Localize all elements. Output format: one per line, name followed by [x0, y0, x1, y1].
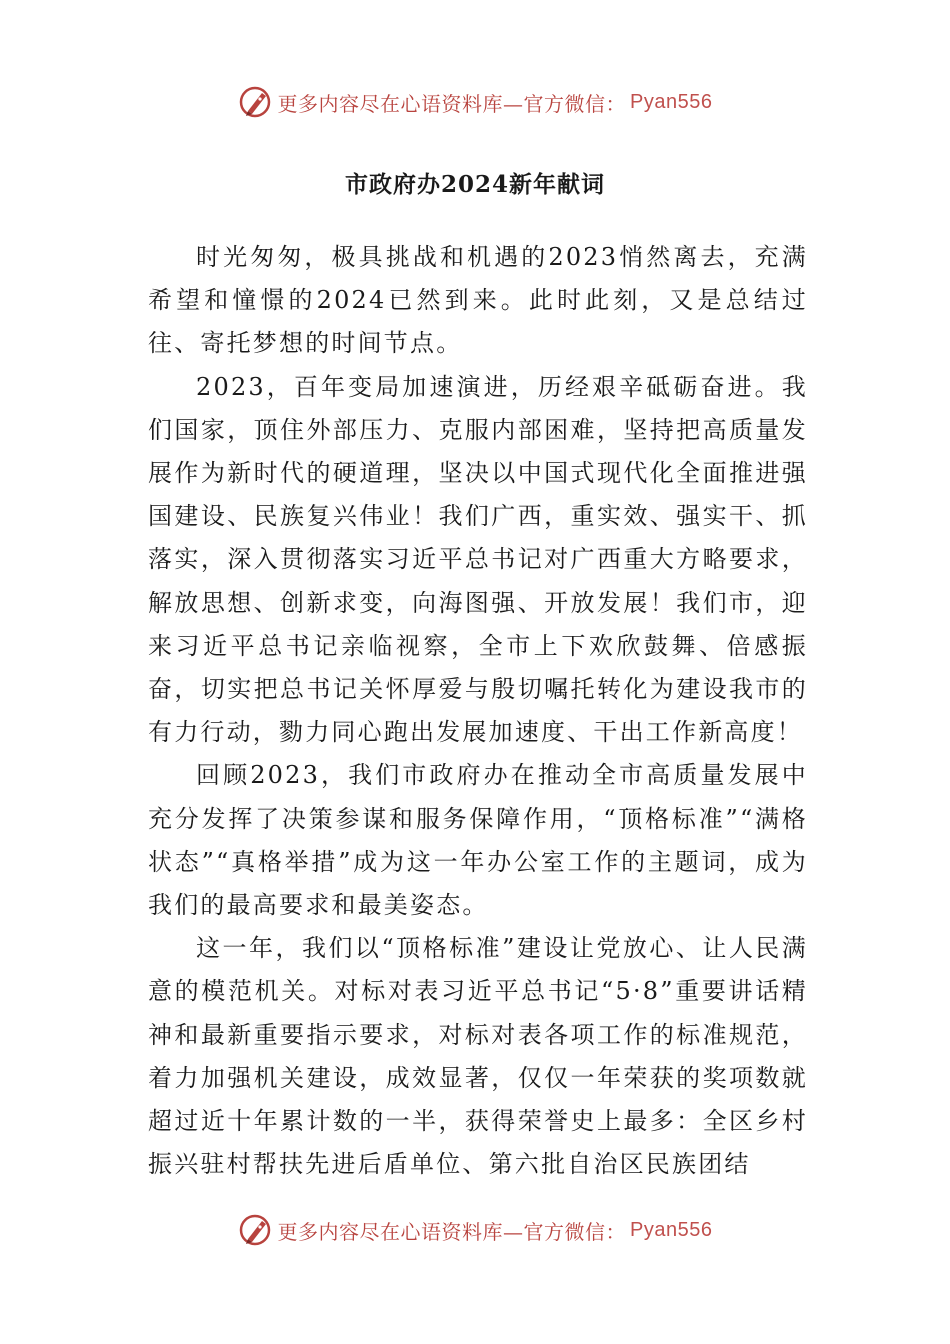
paragraph: 回顾2023，我们市政府办在推动全市高质量发展中充分发挥了决策参谋和服务保障作用，“顶格标准”“满格状态”“真格举措”成为这一年办公室工作的主题词，成为我们的最高要求和最美姿态。 [148, 761, 808, 920]
paragraph: 2023，百年变局加速演进，历经艰辛砥砺奋进。我们国家，顶住外部压力、克服内部困难，坚持把高质量发展作为新时代的硬道理，坚决以中国式现代化全面推进强国建设、民族复兴伟业！我们广西，重实效、强实干、抓落实，深入贯彻落实习近平总书记对广西重大方略要求，解放思想、创新求变，向海图强、开放发展！我们市，迎来习近平总书记亲临视察，全市上下欢欣鼓舞、倍感振奋，切实把总书记关怀厚爱与殷切嘱托转化为建设我市的有力行动，勠力同心跑出发展加速度、干出工作新高度！ [148, 372, 808, 747]
footer-banner-text: 更多内容尽在心语资料库—官方微信： [277, 1219, 627, 1244]
footer-banner [0, 1210, 950, 1250]
document-title: 市政府办2024新年献词 [344, 171, 605, 198]
header-banner-handle: Pyan556 [630, 90, 713, 113]
footer-banner-handle: Pyan556 [630, 1218, 713, 1241]
pen-nib-icon [238, 1212, 274, 1248]
document-body [148, 236, 808, 1186]
paragraph: 时光匆匆，极具挑战和机遇的2023悄然离去，充满希望和憧憬的2024已然到来。此时此刻，又是总结过往、寄托梦想的时间节点。 [148, 243, 808, 358]
paragraph: 这一年，我们以“顶格标准”建设让党放心、让人民满意的模范机关。对标对表习近平总书记“5·8”重要讲话精神和最新重要指示要求，对标对表各项工作的标准规范，着力加强机关建设，成效显著，仅仅一年荣获的奖项数就超过近十年累计数的一半，获得荣誉史上最多：全区乡村振兴驻村帮扶先进后盾单位、第六批自治区民族团结 [148, 934, 808, 1179]
header-banner [0, 82, 950, 122]
pen-nib-icon [238, 84, 274, 120]
header-banner-text: 更多内容尽在心语资料库—官方微信： [277, 91, 627, 116]
